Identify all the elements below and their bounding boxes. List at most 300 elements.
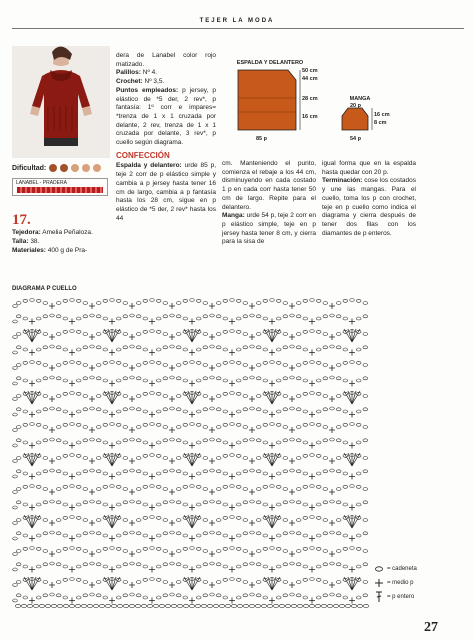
chain-stitch [183, 441, 188, 444]
chain-stitch [250, 500, 255, 503]
chain-stitch [236, 348, 241, 351]
half-stitch-plus-icon [374, 578, 384, 588]
chain-stitch [163, 364, 168, 367]
chain-stitch [323, 364, 328, 367]
chain-stitch [343, 596, 348, 599]
chain-stitch [336, 581, 341, 584]
chain-stitch [143, 547, 148, 550]
chain-stitch [236, 454, 241, 457]
sleeve-width-label: 54 p [350, 136, 362, 142]
chain-stitch [303, 516, 308, 519]
chain-stitch [270, 423, 275, 426]
half-stitch [129, 458, 135, 464]
full-stitch [264, 577, 272, 590]
chain-stitch [90, 531, 95, 534]
chain-stitch [123, 604, 128, 607]
chain-stitch [83, 333, 88, 336]
chain-stitch [276, 472, 281, 475]
chain-stitch [123, 501, 128, 504]
chain-stitch [183, 410, 188, 413]
chain-stitch [223, 534, 228, 537]
full-stitch [272, 453, 280, 466]
full-stitch [344, 577, 352, 590]
half-stitch [309, 412, 315, 418]
chain-stitch [83, 488, 88, 491]
chain-stitch [147, 604, 152, 607]
chain-stitch [83, 302, 88, 305]
chain-stitch [316, 547, 321, 550]
half-stitch [89, 458, 95, 464]
chain-stitch [356, 472, 361, 475]
chain-stitch [76, 379, 81, 382]
chain-stitch [203, 470, 208, 473]
chain-stitch [130, 407, 135, 410]
chain-stitch [163, 346, 168, 349]
chain-stitch [223, 348, 228, 351]
half-stitch [29, 536, 35, 542]
chain-stitch [343, 299, 348, 302]
half-stitch [289, 303, 295, 309]
half-stitch [49, 334, 55, 340]
chain-stitch [103, 379, 108, 382]
chain-stitch [356, 361, 361, 364]
half-stitch [29, 381, 35, 387]
chain-stitch [13, 320, 18, 323]
chain-stitch [50, 469, 55, 472]
chain-stitch [176, 594, 181, 597]
chain-stitch [356, 379, 361, 382]
half-stitch [209, 365, 215, 371]
chain-stitch [63, 547, 68, 550]
chain-stitch [36, 441, 41, 444]
chain-stitch [323, 594, 328, 597]
chain-stitch [276, 534, 281, 537]
chain-stitch [250, 314, 255, 317]
chain-stitch [276, 503, 281, 506]
half-stitch [49, 396, 55, 402]
chain-stitch [70, 361, 75, 364]
chain-stitch [156, 317, 161, 320]
chain-stitch [130, 593, 135, 596]
half-stitch [269, 350, 275, 356]
chain-stitch [230, 454, 235, 457]
chain-stitch [336, 532, 341, 535]
chain-stitch [203, 563, 208, 566]
chain-stitch [263, 379, 268, 382]
chain-stitch [76, 596, 81, 599]
chain-stitch [283, 532, 288, 535]
full-stitch [352, 329, 360, 342]
chain-stitch [75, 604, 80, 607]
chain-stitch [303, 578, 308, 581]
chain-stitch [323, 532, 328, 535]
chain-stitch [36, 503, 41, 506]
full-stitch [352, 391, 360, 404]
chain-stitch [163, 377, 168, 380]
chain-stitch [256, 364, 261, 367]
chain-stitch [323, 457, 328, 460]
half-stitch [349, 505, 355, 511]
chain-stitch [303, 547, 308, 550]
full-stitch [32, 391, 40, 404]
chain-stitch [123, 457, 128, 460]
chain-stitch [330, 407, 335, 410]
chain-stitch [236, 503, 241, 506]
chain-stitch [243, 333, 248, 336]
chain-stitch [43, 333, 48, 336]
chain-stitch [203, 457, 208, 460]
chain-stitch [170, 345, 175, 348]
chain-stitch [263, 410, 268, 413]
chain-stitch [236, 441, 241, 444]
chain-stitch [203, 439, 208, 442]
chain-stitch [315, 604, 320, 607]
half-stitch [209, 520, 215, 526]
chain-stitch [195, 604, 200, 607]
half-stitch [249, 489, 255, 495]
chain-stitch [150, 516, 155, 519]
page-number: 27 [424, 620, 438, 635]
chain-stitch [123, 488, 128, 491]
chain-stitch [43, 550, 48, 553]
chain-stitch [123, 532, 128, 535]
chain-stitch [13, 429, 18, 432]
half-stitch [209, 582, 215, 588]
half-stitch [309, 319, 315, 325]
half-stitch [69, 567, 75, 573]
chain-stitch [183, 565, 188, 568]
chain-stitch [70, 454, 75, 457]
chain-stitch [143, 423, 148, 426]
header-rule [12, 28, 464, 29]
chain-stitch [203, 333, 208, 336]
chain-stitch [316, 565, 321, 568]
chain-stitch [189, 604, 194, 607]
full-stitch [112, 577, 120, 590]
half-stitch [69, 474, 75, 480]
chain-stitch [223, 472, 228, 475]
chain-stitch [236, 423, 241, 426]
chain-stitch [230, 330, 235, 333]
full-stitch [192, 515, 200, 528]
chain-stitch [323, 377, 328, 380]
chain-stitch [230, 547, 235, 550]
chain-stitch [50, 562, 55, 565]
half-stitch [89, 427, 95, 433]
chain-stitch [363, 488, 368, 491]
text-column-4: igual forma que en la espalda hasta quedar con 20 p. Terminación: cose los costados y une las mangas. Para el cuello, toma los p con crochet, teje en p cuello como indica el diagrama y cierra después de tener dos filas con los diamantes de p enteros. [322, 160, 417, 237]
chain-stitch [156, 565, 161, 568]
chain-stitch [356, 423, 361, 426]
chain-stitch [243, 519, 248, 522]
chain-stitch [63, 503, 68, 506]
full-stitch [24, 329, 32, 342]
chain-stitch [23, 547, 28, 550]
chain-stitch [176, 377, 181, 380]
chain-stitch [290, 562, 295, 565]
chain-stitch [336, 395, 341, 398]
chain-stitch [70, 299, 75, 302]
chain-stitch [63, 596, 68, 599]
chain-stitch [250, 345, 255, 348]
chain-stitch [43, 364, 48, 367]
chain-stitch [130, 531, 135, 534]
chain-stitch [16, 470, 21, 473]
chain-stitch [363, 581, 368, 584]
chain-stitch [63, 423, 68, 426]
chain-stitch [56, 501, 61, 504]
chain-stitch [13, 413, 18, 416]
chain-stitch [330, 593, 335, 596]
half-stitch [289, 520, 295, 526]
half-stitch [269, 567, 275, 573]
chain-stitch [356, 348, 361, 351]
chain-stitch [176, 519, 181, 522]
half-stitch [229, 598, 235, 604]
chain-stitch [163, 408, 168, 411]
chain-stitch [136, 594, 141, 597]
chain-stitch [96, 333, 101, 336]
half-stitch [269, 536, 275, 542]
chain-stitch [203, 519, 208, 522]
chain-stitch [290, 500, 295, 503]
chain-stitch [13, 382, 18, 385]
chain-stitch [176, 550, 181, 553]
half-stitch [149, 319, 155, 325]
chain-stitch [230, 392, 235, 395]
half-stitch [209, 334, 215, 340]
chain-stitch [236, 547, 241, 550]
chain-stitch [223, 410, 228, 413]
half-stitch [169, 365, 175, 371]
half-stitch [269, 505, 275, 511]
chain-stitch [263, 317, 268, 320]
chain-stitch [243, 426, 248, 429]
chain-stitch [96, 426, 101, 429]
chain-stitch [163, 315, 168, 318]
chain-stitch [176, 333, 181, 336]
chain-stitch [143, 410, 148, 413]
chain-stitch [43, 532, 48, 535]
chain-stitch [69, 604, 74, 607]
chain-stitch [303, 503, 308, 506]
chain-stitch [117, 604, 122, 607]
chain-stitch [56, 315, 61, 318]
chain-stitch [150, 578, 155, 581]
chain-stitch [283, 426, 288, 429]
full-stitch [344, 329, 352, 342]
chain-stitch [183, 596, 188, 599]
chain-stitch [196, 410, 201, 413]
half-stitch [129, 520, 135, 526]
chain-stitch [296, 501, 301, 504]
chain-stitch [116, 361, 121, 364]
half-stitch [149, 412, 155, 418]
chain-stitch [56, 426, 61, 429]
chain-stitch [23, 596, 28, 599]
chain-stitch [316, 317, 321, 320]
chain-stitch [297, 604, 302, 607]
chain-stitch [43, 563, 48, 566]
chain-stitch [135, 604, 140, 607]
half-stitch [149, 443, 155, 449]
chain-stitch [13, 599, 18, 602]
chain-stitch [136, 488, 141, 491]
chain-stitch [76, 361, 81, 364]
chain-stitch [96, 364, 101, 367]
chain-stitch [291, 604, 296, 607]
half-stitch [149, 505, 155, 511]
chain-stitch [143, 454, 148, 457]
chain-stitch [356, 565, 361, 568]
chain-stitch [103, 596, 108, 599]
half-stitch [109, 443, 115, 449]
chain-stitch [250, 531, 255, 534]
chain-stitch [110, 547, 115, 550]
half-stitch [249, 365, 255, 371]
info-line: Tejedora: Amelia Peñaloza. [12, 229, 93, 236]
chain-stitch [36, 348, 41, 351]
chain-stitch [323, 346, 328, 349]
chain-stitch [216, 333, 221, 336]
chain-stitch [323, 501, 328, 504]
chain-stitch [303, 317, 308, 320]
chain-stitch [177, 604, 182, 607]
half-stitch [69, 319, 75, 325]
full-stitch [104, 391, 112, 404]
chain-stitch [216, 501, 221, 504]
chain-stitch [96, 488, 101, 491]
chain-stitch [99, 604, 104, 607]
chain-stitch [156, 516, 161, 519]
chain-stitch [83, 581, 88, 584]
chain-stitch [57, 604, 62, 607]
chain-stitch [116, 596, 121, 599]
half-stitch [209, 489, 215, 495]
half-stitch [349, 381, 355, 387]
half-stitch [229, 412, 235, 418]
chain-stitch [336, 470, 341, 473]
chain-stitch [83, 563, 88, 566]
chain-stitch [130, 314, 135, 317]
chain-stitch [130, 500, 135, 503]
chain-stitch [76, 454, 81, 457]
chain-stitch [236, 330, 241, 333]
half-stitch [109, 567, 115, 573]
chain-stitch [103, 361, 108, 364]
chain-stitch [296, 315, 301, 318]
chain-stitch [83, 532, 88, 535]
chain-stitch [70, 578, 75, 581]
chain-stitch [310, 485, 315, 488]
chain-stitch [216, 439, 221, 442]
half-stitch [329, 489, 335, 495]
chain-stitch [36, 547, 41, 550]
chain-stitch [296, 470, 301, 473]
chain-stitch [283, 346, 288, 349]
chain-stitch [196, 472, 201, 475]
half-stitch [29, 598, 35, 604]
chain-stitch [283, 501, 288, 504]
chain-stitch [216, 550, 221, 553]
chain-stitch [310, 423, 315, 426]
half-stitch [249, 520, 255, 526]
half-stitch [69, 536, 75, 542]
full-stitch [24, 515, 32, 528]
chain-stitch [316, 441, 321, 444]
chain-stitch [210, 531, 215, 534]
chain-stitch [343, 379, 348, 382]
chain-stitch [116, 485, 121, 488]
half-stitch [189, 536, 195, 542]
chain-stitch [327, 604, 332, 607]
chain-stitch [23, 317, 28, 320]
chain-stitch [316, 578, 321, 581]
chain-stitch [216, 315, 221, 318]
chain-stitch [290, 469, 295, 472]
chain-stitch [136, 315, 141, 318]
half-stitch [49, 582, 55, 588]
chain-stitch [96, 470, 101, 473]
half-stitch [329, 396, 335, 402]
chain-stitch [56, 594, 61, 597]
full-stitch [24, 577, 32, 590]
chain-stitch [103, 547, 108, 550]
half-stitch [49, 458, 55, 464]
chain-stitch [63, 410, 68, 413]
chain-stitch [96, 519, 101, 522]
chain-stitch [103, 423, 108, 426]
chain-stitch [30, 423, 35, 426]
chain-stitch [13, 351, 18, 354]
chain-stitch [236, 516, 241, 519]
half-stitch [89, 489, 95, 495]
chain-stitch [123, 470, 128, 473]
chain-stitch [296, 457, 301, 460]
half-stitch [229, 381, 235, 387]
chain-stitch [103, 534, 108, 537]
chain-stitch [219, 604, 224, 607]
chain-stitch [303, 361, 308, 364]
chain-stitch [256, 470, 261, 473]
chain-stitch [290, 345, 295, 348]
chain-stitch [223, 485, 228, 488]
chain-stitch [136, 346, 141, 349]
chain-stitch [70, 547, 75, 550]
half-stitch [289, 458, 295, 464]
chain-stitch [63, 516, 68, 519]
chain-stitch [343, 565, 348, 568]
chain-stitch [210, 407, 215, 410]
chain-stitch [83, 426, 88, 429]
half-stitch [209, 396, 215, 402]
chain-stitch [223, 361, 228, 364]
chain-stitch [143, 534, 148, 537]
chain-stitch [296, 346, 301, 349]
chain-stitch [103, 472, 108, 475]
full-stitch [192, 391, 200, 404]
half-stitch [249, 458, 255, 464]
chain-stitch [90, 345, 95, 348]
chain-stitch [43, 488, 48, 491]
chain-stitch [256, 563, 261, 566]
chain-stitch [156, 423, 161, 426]
chain-stitch [336, 426, 341, 429]
chain-stitch [283, 519, 288, 522]
chain-stitch [256, 519, 261, 522]
half-stitch [269, 381, 275, 387]
chain-stitch [216, 364, 221, 367]
